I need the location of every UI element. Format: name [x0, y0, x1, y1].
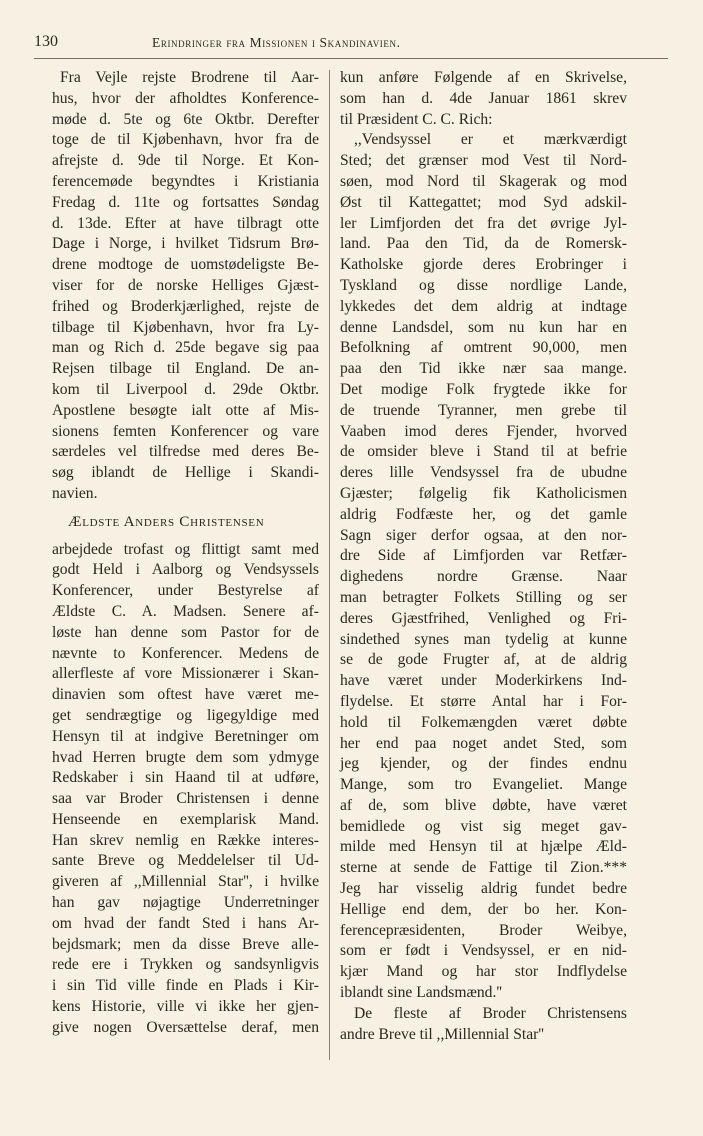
text-line: man og Rich d. 25de begave sig paa — [52, 339, 319, 357]
text-line: Tyskland og disse nordlige Lande, — [340, 276, 627, 294]
text-line: Dage i Norge, i hvilket Tidsrum Brø- — [52, 235, 319, 253]
text-line: afrejste d. 9de til Norge. Et Kon- — [52, 152, 319, 170]
text-line: ,,Vendsyssel er et mærkværdigt — [354, 131, 627, 149]
text-line: rede ere i Trykken og sandsynligvis — [52, 956, 319, 974]
text-line: lykkedes det dem aldrig at indtage — [340, 297, 627, 315]
text-line: paa den Tid ikke nær saa mange. — [340, 360, 627, 378]
text-line: her end paa noget andet Sted, som — [340, 734, 627, 752]
text-line: milde med Hensyn til at hjælpe Æld- — [340, 838, 627, 856]
text-line: drene modtoge de uomstødeligste Be- — [52, 256, 319, 274]
text-line: kun anføre Følgende af en Skrivelse, — [340, 69, 627, 86]
text-line: Hellige end dem, der bo her. Kon- — [340, 900, 627, 918]
text-line: Redskaber i sin Haand til at udføre, — [52, 769, 319, 787]
text-line: Henseende en exemplarisk Mand. — [52, 810, 319, 828]
text-line: godt Held i Aalborg og Vendsyssels — [52, 561, 319, 579]
text-line: de omsider bleve i Stand til at befrie — [340, 443, 627, 461]
text-line: ferencemøde begyndtes i Kristiania — [52, 172, 319, 190]
text-line: Sagn siger derfor ogsaa, at den nor- — [340, 526, 627, 544]
text-line: tilbage til Kjøbenhavn, hvor fra Ly- — [52, 318, 319, 336]
text-line: Fra Vejle rejste Brodrene til Aar- — [60, 69, 319, 86]
text-line: om hvad der fandt Sted i hans Ar- — [52, 914, 319, 932]
text-line: sionens femten Konferencer og vare — [52, 422, 319, 440]
text-line: dre Side af Limfjorden var Retfær- — [340, 547, 627, 565]
text-line: bemidlede og vist sig meget gav- — [340, 817, 627, 835]
running-header: Erindringer fra Missionen i Skandinavien. — [152, 35, 401, 50]
text-line: dinavien som oftest have været me- — [52, 686, 319, 704]
text-line: Vaaben imod deres Fjender, hvorved — [340, 422, 627, 440]
text-line: andre Breve til ,,Millennial Star'' — [340, 1025, 544, 1043]
text-line: frihed og Broderkjærlighed, rejste de — [52, 297, 319, 315]
text-line: kjær Mand og har stor Indflydelse — [340, 963, 627, 981]
text-line: særdeles vel tilfredse med deres Be- — [52, 443, 319, 461]
left-column — [52, 68, 319, 1039]
text-line: iblandt sine Landsmænd.'' — [340, 984, 502, 1002]
text-line: allerfleste af vore Missionærer i Skan- — [52, 665, 319, 683]
text-line: Jeg har visselig aldrig fundet bedre — [340, 880, 627, 898]
text-line: som han d. 4de Januar 1861 skrev — [340, 89, 627, 107]
text-line: arbejdede trofast og flittigt samt med — [52, 540, 319, 558]
text-line: Befolkning af omtrent 90,000, men — [340, 339, 627, 357]
text-line: saa var Broder Christensen i denne — [52, 790, 319, 808]
text-line: hold til Folkemængden været døbte — [340, 713, 627, 731]
text-line: i sin Tid ville finde en Plads i Kir- — [52, 977, 319, 995]
text-line: Hensyn til at indgive Beretninger om — [52, 727, 319, 745]
text-line: søen, mod Nord til Skagerak og mod — [340, 172, 627, 190]
text-line: han gav nøjagtige Underretninger — [52, 894, 319, 912]
paragraph-spacer — [52, 505, 319, 512]
text-line: Konferencer, under Bestyrelse af — [52, 582, 319, 600]
text-line: deres lille Vendsyssel fra de ubudne — [340, 464, 627, 482]
text-line: kom til Liverpool d. 29de Oktbr. — [52, 380, 319, 398]
text-line: bejdsmark; men da disse Breve alle- — [52, 935, 319, 953]
text-line: hvad Herren brugte dem som ydmyge — [52, 748, 319, 766]
header-rule — [34, 58, 668, 59]
text-line: denne Landsdel, som nu kun har en — [340, 318, 627, 336]
text-line: ler Limfjorden det fra det øvrige Jyl- — [340, 214, 627, 232]
text-line: toge de til Kjøbenhavn, hvor fra de — [52, 131, 319, 149]
text-line: Sted; det grænser mod Vest til Nord- — [340, 152, 627, 170]
text-line: Ældste C. A. Madsen. Senere af- — [52, 602, 319, 620]
text-line: flydelse. Et større Antal har i For- — [340, 692, 627, 710]
text-line: Han skrev nemlig en Række interes- — [52, 831, 319, 849]
text-line: aldrig Fodfæste her, og det gamle — [340, 505, 627, 523]
text-line: af de, som blive døbte, have været — [340, 796, 627, 814]
text-line: Mange, som tro Evangeliet. Mange — [340, 776, 627, 794]
text-line: dighedens nordre Grænse. Naar — [340, 568, 627, 586]
section-heading: Ældste Anders Christensen — [68, 512, 265, 530]
text-line: søg iblandt de Hellige i Skandi- — [52, 464, 319, 482]
column-rule — [329, 70, 330, 1060]
text-line: Gjæster; følgelig fik Katholicismen — [340, 484, 627, 502]
page-number: 130 — [34, 33, 58, 50]
right-column — [340, 68, 627, 1045]
paragraph-spacer — [52, 533, 319, 540]
text-line: Fredag d. 11te og fortsattes Søndag — [52, 193, 319, 211]
text-line: løste han denne som Pastor for de — [52, 623, 319, 641]
text-line: som er født i Vendsyssel, er en nid- — [340, 942, 627, 960]
text-line: kens Historie, ville vi ikke her gjen- — [52, 998, 319, 1016]
text-line: land. Paa den Tid, da de Romersk- — [340, 235, 627, 253]
text-line: Apostlene besøgte ialt otte af Mis- — [52, 401, 319, 419]
text-line: giveren af ,,Millennial Star'', i hvilke — [52, 873, 319, 891]
text-line: se de gode Frugter af, at de aldrig — [340, 651, 627, 669]
text-line: nævnte to Konferencer. Medens de — [52, 644, 319, 662]
text-line: Rejsen tilbage til England. De an- — [52, 360, 319, 378]
text-line: have været under Moderkirkens Ind- — [340, 672, 627, 690]
text-line: man betragter Folkets Stilling og ser — [340, 588, 627, 606]
text-line: get sendrægtige og ligegyldige med — [52, 706, 319, 724]
text-line: de truende Tyranner, men grebe til — [340, 401, 627, 419]
text-line: møde d. 5te og 6te Oktbr. Derefter — [52, 110, 319, 128]
text-line: d. 13de. Efter at have tilbragt otte — [52, 214, 319, 232]
text-line: sante Breve og Meddelelser til Ud- — [52, 852, 319, 870]
text-line: give nogen Oversættelse deraf, men — [52, 1018, 319, 1036]
text-line: navien. — [52, 484, 98, 502]
text-line: til Præsident C. C. Rich: — [340, 110, 493, 128]
text-line: sterne at sende de Fattige til Zion.*** — [340, 859, 627, 877]
text-line: ferencepræsidenten, Broder Weibye, — [340, 921, 627, 939]
text-line: De fleste af Broder Christensens — [354, 1004, 627, 1022]
text-line: viser for de norske Helliges Gjæst- — [52, 276, 319, 294]
text-line: jeg kjender, og der findes endnu — [340, 755, 627, 773]
text-line: sindethed synes man tydelig at kunne — [340, 630, 627, 648]
text-line: Det modige Folk frygtede ikke for — [340, 380, 627, 398]
text-line: Øst til Kattegattet; mod Syd adskil- — [340, 193, 627, 211]
text-line: Katholske gjorde deres Erobringer i — [340, 256, 627, 274]
text-line: hus, hvor der afholdtes Konference- — [52, 89, 319, 107]
text-line: deres Gjæstfrihed, Venlighed og Fri- — [340, 609, 627, 627]
